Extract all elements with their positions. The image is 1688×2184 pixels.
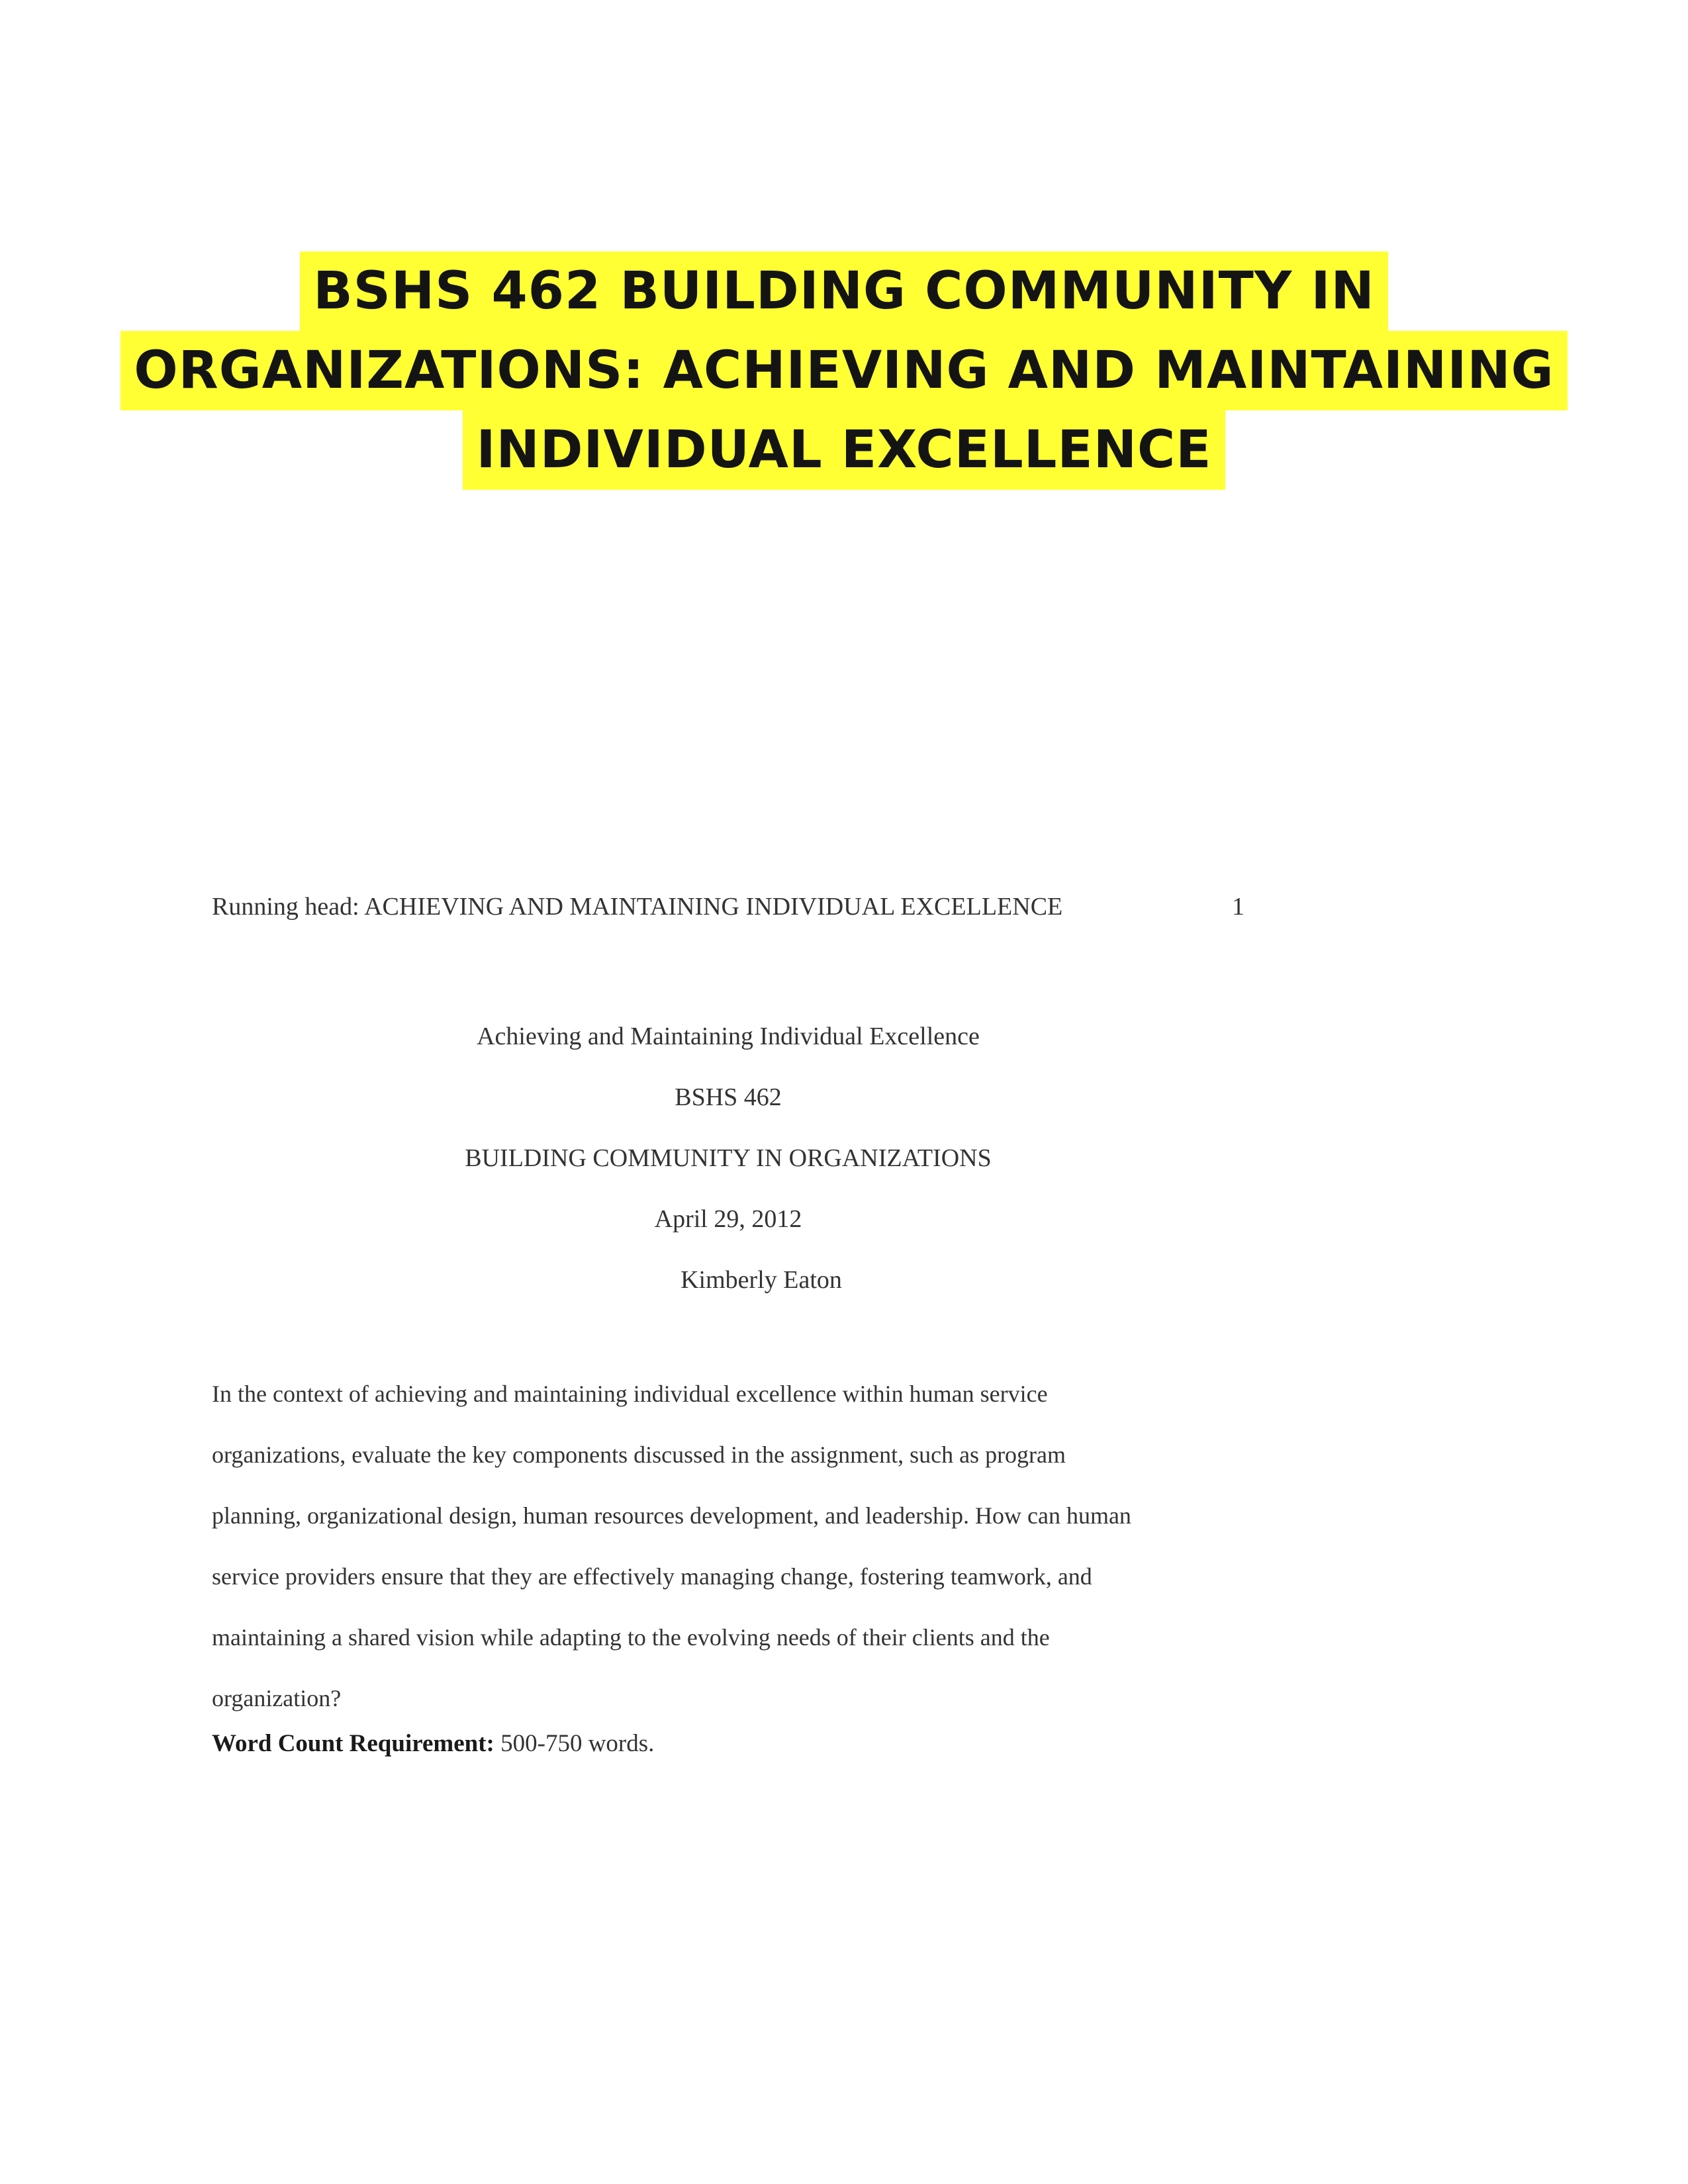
prompt-paragraph: [212, 1363, 1244, 1729]
prompt-line: maintaining a shared vision while adapting to the evolving needs of their clients and the: [212, 1624, 1050, 1651]
running-head-text: Running head: ACHIEVING AND MAINTAINING INDIVIDUAL EXCELLENCE: [212, 893, 1063, 921]
prompt-line: service providers ensure that they are effectively managing change, fostering teamwork, and: [212, 1563, 1092, 1590]
banner-line: [0, 331, 1688, 410]
prompt-line: organizations, evaluate the key components discussed in the assignment, such as program: [212, 1441, 1066, 1468]
banner-line-text: ORGANIZATIONS: ACHIEVING AND MAINTAINING: [120, 331, 1567, 410]
course-name: BUILDING COMMUNITY IN ORGANIZATIONS: [465, 1144, 992, 1172]
author-name: Kimberly Eaton: [680, 1266, 842, 1294]
banner-line-text: INDIVIDUAL EXCELLENCE: [463, 410, 1225, 490]
banner-line-text: BSHS 462 BUILDING COMMUNITY IN: [300, 251, 1388, 331]
paper-title: Achieving and Maintaining Individual Excellence: [477, 1023, 980, 1050]
banner-line: [0, 410, 1688, 490]
prompt-line: planning, organizational design, human resources development, and leadership. How can human: [212, 1502, 1131, 1529]
word-count-label: Word Count Requirement:: [212, 1730, 494, 1757]
page-number: 1: [1232, 893, 1244, 921]
banner-line: [0, 251, 1688, 331]
title-block: [0, 1006, 1456, 1310]
prompt-line: organization?: [212, 1685, 342, 1711]
word-count-requirement: [212, 1727, 654, 1760]
word-count-value: 500-750 words.: [500, 1730, 655, 1757]
running-head: [212, 890, 1244, 923]
prompt-line: In the context of achieving and maintaining individual excellence within human service: [212, 1381, 1048, 1407]
paper-date: April 29, 2012: [654, 1205, 802, 1233]
banner-title: [0, 251, 1688, 490]
course-code: BSHS 462: [675, 1083, 782, 1111]
